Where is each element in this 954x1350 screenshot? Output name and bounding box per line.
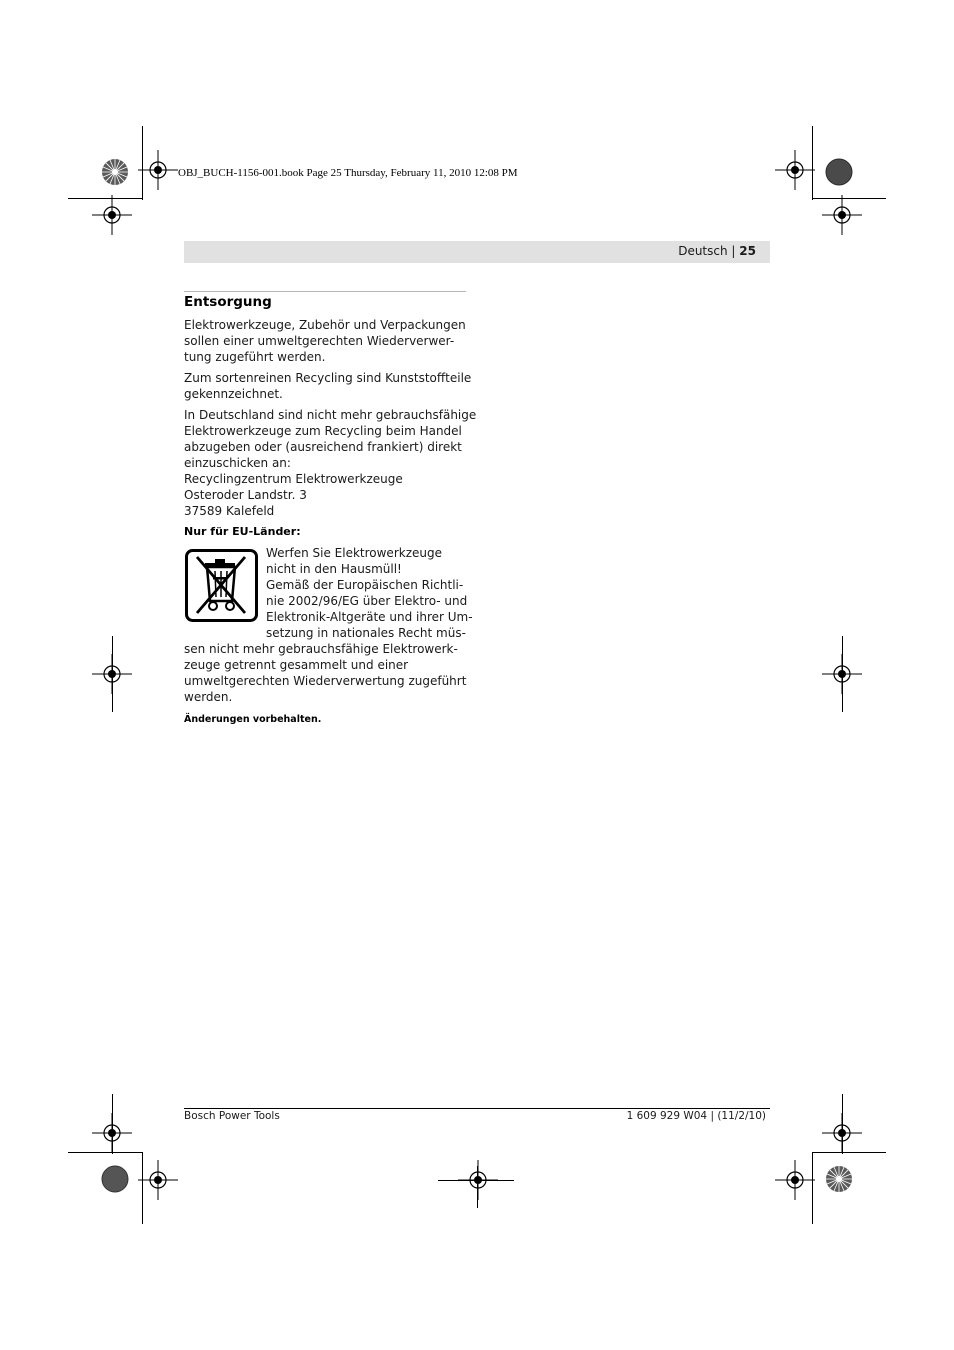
text-line: Werfen Sie Elektrowerkzeuge [266, 546, 442, 560]
paragraph-germany [184, 407, 477, 519]
text-line: nicht in den Hausmüll! [266, 562, 402, 576]
print-info: OBJ_BUCH-1156-001.book Page 25 Thursday, February 11, 2010 12:08 PM [178, 167, 518, 179]
footer-divider [184, 1108, 770, 1109]
section-title: Entsorgung [184, 294, 272, 310]
address-line: Osteroder Landstr. 3 [184, 488, 307, 502]
star-target-icon [825, 1165, 853, 1193]
paragraph-eu-wrapped [266, 545, 471, 641]
paragraph-eu-full [184, 641, 474, 705]
text-line: nie 2002/96/EG über Elektro- und [266, 594, 468, 608]
text-line: Gemäß der Europäischen Richtli- [266, 578, 464, 592]
footer-doc-number: 1 609 929 W04 | (11/2/10) [626, 1110, 766, 1122]
gray-disc-icon [825, 158, 853, 186]
eu-heading: Nur für EU-Länder: [184, 525, 301, 538]
text-line: umweltgerechten Wiederverwertung zugeführt [184, 674, 467, 688]
section-divider [184, 291, 466, 292]
text-line: setzung in nationales Recht müs- [266, 626, 466, 640]
text-line: Zum sortenreinen Recycling sind Kunststoffteile [184, 371, 472, 385]
changes-note: Änderungen vorbehalten. [184, 714, 322, 725]
paragraph-disposal [184, 317, 474, 365]
text-line: tung zugeführt werden. [184, 350, 326, 364]
registration-mark-icon [822, 1113, 862, 1153]
text-line: werden. [184, 690, 233, 704]
text-line: abzugeben oder (ausreichend frankiert) direkt [184, 440, 462, 454]
address-line: Recyclingzentrum Elektrowerkzeuge [184, 472, 403, 486]
header-language: Deutsch [678, 244, 728, 258]
registration-mark-icon [775, 150, 815, 190]
registration-mark-icon [138, 1160, 178, 1200]
page-number: 25 [739, 244, 756, 258]
registration-mark-icon [138, 150, 178, 190]
paragraph-recycling [184, 370, 474, 402]
text-line: sen nicht mehr gebrauchsfähige Elektrowerk- [184, 642, 458, 656]
text-line: gekennzeichnet. [184, 387, 283, 401]
crop-line [438, 1180, 514, 1181]
registration-mark-icon [92, 1113, 132, 1153]
registration-mark-icon [822, 195, 862, 235]
text-line: einzuschicken an: [184, 456, 291, 470]
page-header [184, 241, 770, 263]
text-line: In Deutschland sind nicht mehr gebrauchsfähige [184, 408, 477, 422]
registration-mark-icon [822, 654, 862, 694]
text-line: Elektrowerkzeuge, Zubehör und Verpackungen [184, 318, 466, 332]
registration-mark-icon [92, 654, 132, 694]
header-separator: | [731, 244, 736, 258]
text-line: Elektrowerkzeuge zum Recycling beim Handel [184, 424, 462, 438]
gray-disc-icon [101, 1165, 129, 1193]
crop-line [477, 1166, 478, 1208]
star-target-icon [101, 158, 129, 186]
crossed-out-bin-icon [185, 549, 258, 622]
footer-brand: Bosch Power Tools [184, 1110, 280, 1122]
text-line: Elektronik-Altgeräte und ihrer Um- [266, 610, 473, 624]
registration-mark-icon [775, 1160, 815, 1200]
header-text [678, 244, 756, 258]
text-line: zeuge getrennt gesammelt und einer [184, 658, 409, 672]
registration-mark-icon [92, 195, 132, 235]
address-line: 37589 Kalefeld [184, 504, 275, 518]
text-line: sollen einer umweltgerechten Wiederverwer- [184, 334, 455, 348]
